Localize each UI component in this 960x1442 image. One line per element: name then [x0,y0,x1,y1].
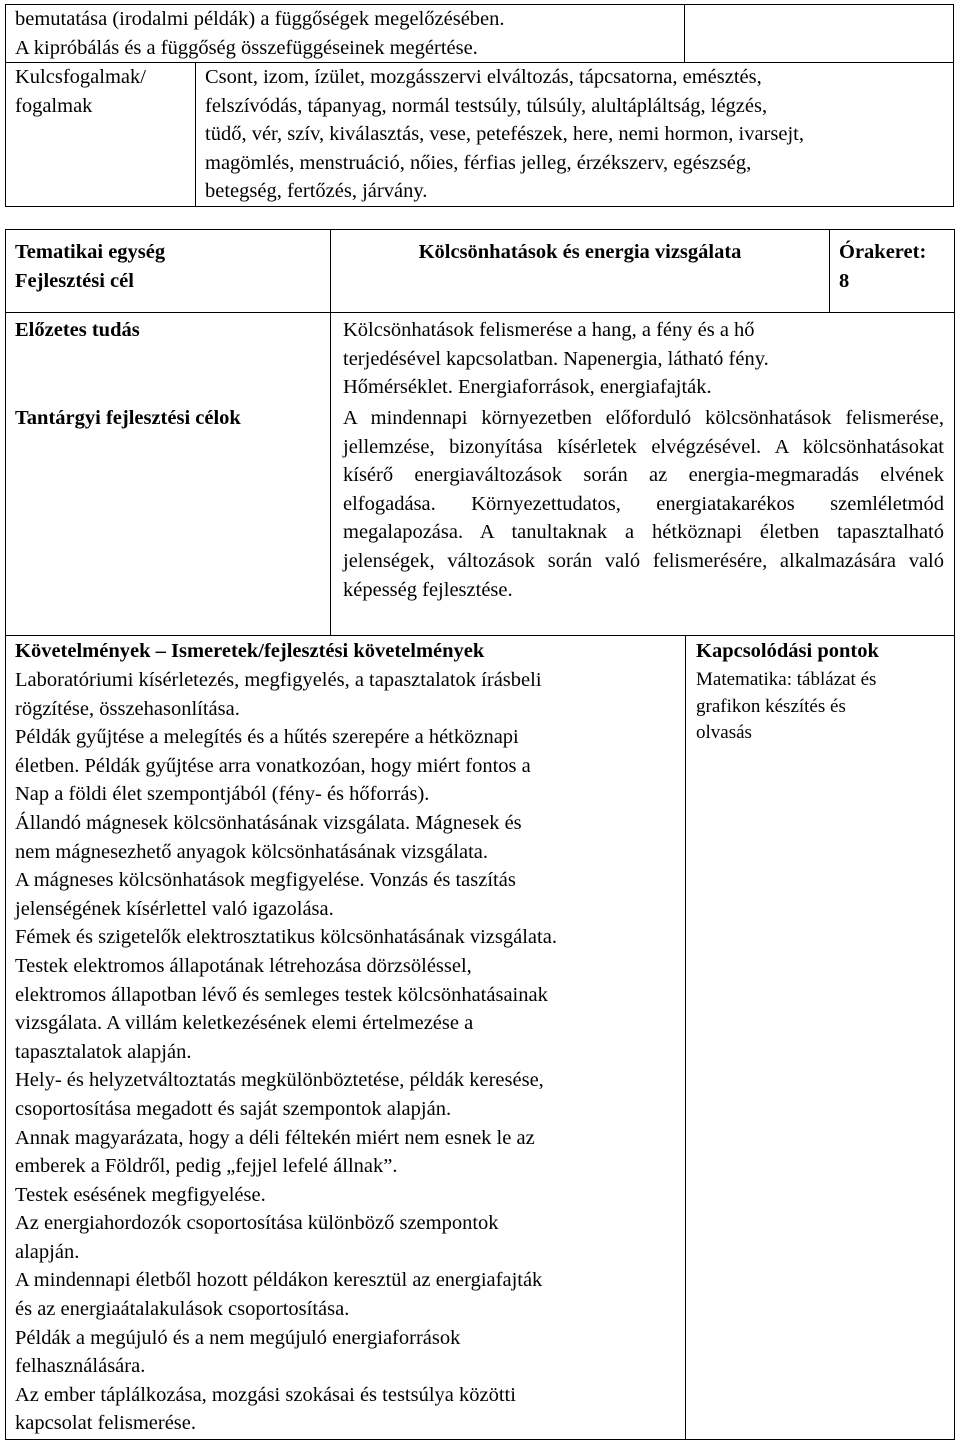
requirement-item [15,1181,557,1210]
text-line: bemutatása (irodalmi példák) a függőségek megelőzésében. [15,8,505,30]
text-line: vizsgálata. A villám keletkezésének elemi értelmezése a [15,1012,474,1035]
text-line: Nap a földi élet szempontjából (fény- és hőforrás). [15,783,430,806]
requirement-item [15,952,557,1066]
prior-text: Kölcsönhatások felismerése a hang, a fény és a hő terjedésével kapcsolatban. Napenergia, látható fény. Hőmérséklet. Energiaforrások, energiafajták. [343,319,769,399]
goals-label: Tantárgyi fejlesztési célok [15,407,241,429]
requirements-header: Követelmények – Ismeretek/fejlesztési követelmények [15,640,485,662]
text-line: Fémek és szigetelők elektrosztatikus kölcsönhatásának vizsgálata. [15,926,557,949]
table-border [5,312,955,313]
table-border [5,4,6,207]
requirement-item [15,1209,557,1266]
requirement-item [15,1381,557,1438]
unit-labels [15,238,165,295]
table-border [5,229,6,1440]
intro-text [15,5,505,62]
table-border [195,62,196,207]
text-line: csoportosítása megadott és saját szempontok alapján. [15,1097,452,1120]
key-concepts-label: Kulcsfogalmak/ fogalmak [15,66,146,117]
requirement-item [15,1266,557,1323]
requirement-item [15,1124,557,1181]
requirement-item [15,723,557,809]
text-line: Hely- és helyzetváltoztatás megkülönböztetése, példák keresése, [15,1069,544,1092]
text-line: emberek a Földről, pedig „fejjel lefelé állnak”. [15,1155,398,1178]
text-line: alapján. [15,1240,80,1263]
text-line: Az ember táplálkozása, mozgási szokásai és testsúlya közötti [15,1383,516,1406]
requirement-item [15,866,557,923]
text-line: tapasztalatok alapján. [15,1040,192,1063]
text-line: Laboratóriumi kísérletezés, megfigyelés, a tapasztalatok írásbeli [15,669,542,691]
table-border [330,229,331,636]
hours-value: 8 [839,269,850,292]
table-border [829,229,830,313]
goals-text: A mindennapi környezetben előforduló kölcsönhatások felismerése, jellemzése, bizonyítása kísérletek elvégzésével. A kölcsönhatásokat kísérő energiaváltozások során az energia-megmaradás elvének elfogadása. Környezettudatos, energiatakarékos szemléletmód megalapozása. A tanultaknak a hétköznapi életben tapasztalható jelenségek, változások során való felismerésére, alkalmazására való képesség fejlesztése. [343,407,944,601]
table-border [684,4,685,63]
requirement-item [15,923,557,952]
text-line: elektromos állapotban lévő és semleges testek kölcsönhatásainak [15,983,548,1006]
goal-label: Fejlesztési cél [15,269,134,292]
text-line: felhasználására. [15,1355,146,1378]
requirement-item [15,666,557,723]
text-line: Annak magyarázata, hogy a déli féltekén miért nem esnek le az [15,1126,535,1149]
prior-label: Előzetes tudás [15,319,140,341]
text-line: Testek elektromos állapotának létrehozása dörzsöléssel, [15,954,472,977]
text-line: Állandó mágnesek kölcsönhatásának vizsgálata. Mágnesek és [15,811,522,834]
requirement-item [15,1324,557,1381]
text-line: Az energiahordozók csoportosítása különböző szempontok [15,1212,499,1235]
text-line: Testek esésének megfigyelése. [15,1183,266,1206]
table-border [685,635,686,1440]
text-line: Példák gyűjtése a melegítés és a hűtés szerepére a hétköznapi [15,726,519,749]
table-border [5,635,955,636]
table-border [5,206,954,207]
text-line: nem mágnesezhető anyagok kölcsönhatásának vizsgálata. [15,840,489,863]
text-line: A mágneses kölcsönhatások megfigyelése. Vonzás és taszítás [15,869,516,892]
requirement-item [15,1066,557,1123]
links-text: Matematika: táblázat és grafikon készítés és olvasás [696,669,877,743]
text-line: és az energiaátalakulások csoportosítása. [15,1298,350,1321]
table-border [5,229,955,230]
text-line: Példák a megújuló és a nem megújuló energiaforrások [15,1326,461,1349]
text-line: rögzítése, összehasonlítása. [15,697,240,720]
links-header: Kapcsolódási pontok [696,640,879,662]
hours-block [839,238,926,295]
table-border [954,229,955,1440]
text-line: jelenségének kísérlettel való igazolása. [15,897,334,920]
table-border [953,4,954,207]
unit-title: Kölcsönhatások és energia vizsgálata [418,241,742,263]
text-line: életben. Példák gyűjtése arra vonatkozóan, hogy miért fontos a [15,754,531,777]
unit-label: Tematikai egység [15,241,166,263]
text-line: kapcsolat felismerése. [15,1412,197,1435]
table-border [5,1439,955,1440]
requirement-item [15,809,557,866]
key-concepts-text: Csont, izom, ízület, mozgásszervi elváltozás, tápcsatorna, emésztés, felszívódás, tápanyag, normál testsúly, túlsúly, alultápláltság, légzés, tüdő, vér, szív, kiválasztás, vese, petefészek, here, nemi hormon, ivarsejt, magömlés, menstruáció, nőies, férfias jelleg, érzékszerv, egészség, betegség, fertőzés, járvány. [205,66,804,203]
hours-label: Órakeret: [839,241,927,263]
requirements-list [15,666,557,1438]
text-line: A mindennapi életből hozott példákon keresztül az energiafajták [15,1269,543,1292]
text-line: A kipróbálás és a függőség összefüggéseinek megértése. [15,36,478,59]
